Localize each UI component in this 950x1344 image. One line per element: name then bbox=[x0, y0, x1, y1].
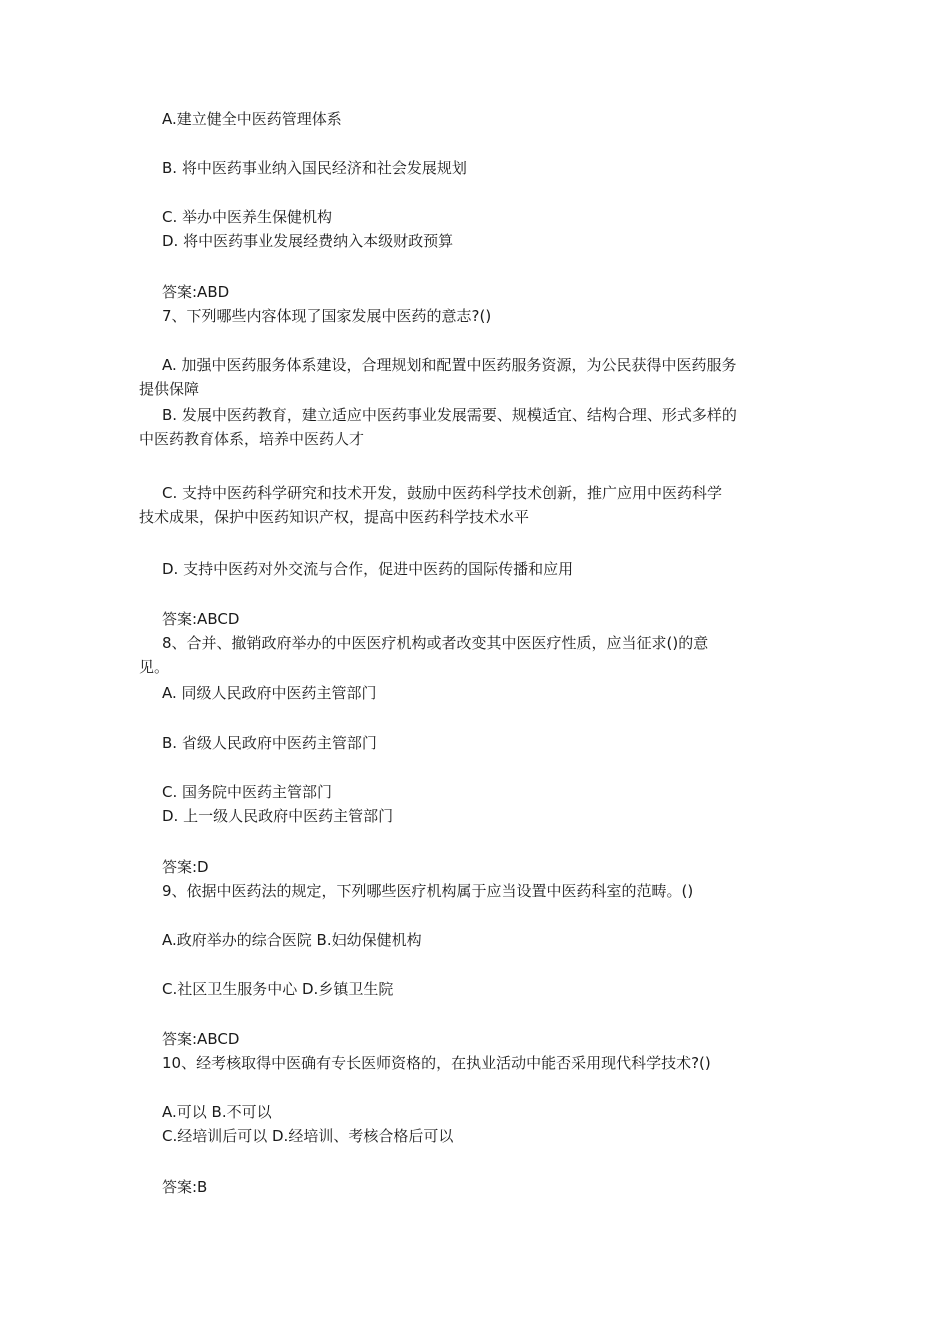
q9-answer: 答案:ABCD bbox=[162, 1030, 240, 1048]
q9-question: 9、依据中医药法的规定，下列哪些医疗机构属于应当设置中医药科室的范畴。() bbox=[162, 882, 694, 900]
q8-question-line1: 8、合并、撤销政府举办的中医医疗机构或者改变其中医医疗性质，应当征求()的意 bbox=[162, 634, 709, 652]
q6-option-d: D. 将中医药事业发展经费纳入本级财政预算 bbox=[162, 232, 454, 250]
q7-answer: 答案:ABCD bbox=[162, 610, 240, 628]
q7-option-a-line1: A. 加强中医药服务体系建设，合理规划和配置中医药服务资源，为公民获得中医药服务 bbox=[162, 356, 737, 374]
q8-question-line2: 见。 bbox=[139, 658, 170, 676]
q10-answer: 答案:B bbox=[162, 1178, 208, 1196]
q8-option-a: A. 同级人民政府中医药主管部门 bbox=[162, 684, 377, 702]
q8-answer: 答案:D bbox=[162, 858, 209, 876]
q8-option-b: B. 省级人民政府中医药主管部门 bbox=[162, 734, 377, 752]
q6-answer: 答案:ABD bbox=[162, 283, 230, 301]
q6-option-c: C. 举办中医养生保健机构 bbox=[162, 208, 333, 226]
q10-question: 10、经考核取得中医确有专长医师资格的，在执业活动中能否采用现代科学技术?() bbox=[162, 1054, 711, 1072]
q7-option-d: D. 支持中医药对外交流与合作，促进中医药的国际传播和应用 bbox=[162, 560, 574, 578]
q7-question: 7、下列哪些内容体现了国家发展中医药的意志?() bbox=[162, 307, 492, 325]
q9-options-line2: C.社区卫生服务中心 D.乡镇卫生院 bbox=[162, 980, 394, 998]
q7-option-c-line2: 技术成果，保护中医药知识产权，提高中医药科学技术水平 bbox=[139, 508, 530, 526]
q10-options-line1: A.可以 B.不可以 bbox=[162, 1103, 272, 1121]
q7-option-b-line2: 中医药教育体系，培养中医药人才 bbox=[139, 430, 365, 448]
q6-option-a: A.建立健全中医药管理体系 bbox=[162, 110, 342, 128]
q6-option-b: B. 将中医药事业纳入国民经济和社会发展规划 bbox=[162, 159, 467, 177]
q7-option-a-line2: 提供保障 bbox=[139, 380, 200, 398]
q8-option-c: C. 国务院中医药主管部门 bbox=[162, 783, 333, 801]
q8-option-d: D. 上一级人民政府中医药主管部门 bbox=[162, 807, 394, 825]
q7-option-b-line1: B. 发展中医药教育，建立适应中医药事业发展需要、规模适宜、结构合理、形式多样的 bbox=[162, 406, 737, 424]
q9-options-line1: A.政府举办的综合医院 B.妇幼保健机构 bbox=[162, 931, 422, 949]
q7-option-c-line1: C. 支持中医药科学研究和技术开发，鼓励中医药科学技术创新，推广应用中医药科学 bbox=[162, 484, 723, 502]
q10-options-line2: C.经培训后可以 D.经培训、考核合格后可以 bbox=[162, 1127, 454, 1145]
